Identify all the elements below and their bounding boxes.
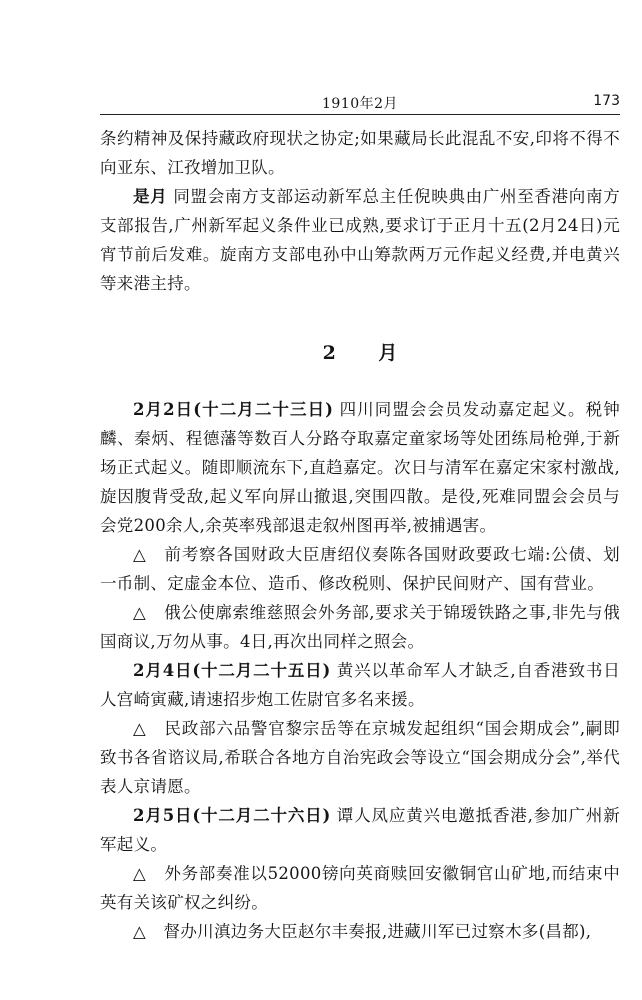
paragraph-text: 前考察各国财政大臣唐绍仪奏陈各国财政要政七端:公债、划一币制、定虚金本位、造币、修改税则、保护民间财产、国有营业。 (100, 545, 620, 593)
paragraph-text: 黄兴以革命军人才缺乏,自香港致书日人宫崎寅藏,请速招步炮工佐尉官多名来援。 (100, 661, 620, 709)
header-rule (100, 114, 620, 115)
body-text (100, 124, 620, 946)
paragraph (100, 859, 620, 917)
paragraph (100, 182, 620, 298)
paragraph-text: 外务部奏准以52000镑向英商赎回安徽铜官山矿地,而结束中英有关该矿权之纠纷。 (100, 864, 620, 912)
paragraph-text: 条约精神及保持藏政府现状之协定;如果藏局长此混乱不安,印将不得不向亚东、江孜增加卫队。 (100, 129, 620, 177)
paragraph (100, 124, 620, 182)
triangle-marker: △ (133, 922, 146, 941)
triangle-marker: △ (133, 864, 147, 883)
paragraph (100, 598, 620, 656)
paragraph-text: 俄公使廓索维慈照会外务部,要求关于锦瑷铁路之事,非先与俄国商议,万勿从事。4日,再次出同样之照会。 (100, 603, 621, 651)
running-head (100, 90, 620, 114)
paragraph (100, 714, 620, 801)
triangle-marker: △ (133, 603, 147, 622)
triangle-marker: △ (133, 545, 147, 564)
page-number: 173 (593, 93, 620, 109)
entry-date: 2月4日(十二月二十五日) (133, 661, 331, 680)
paragraph-text: 谭人凤应黄兴电邀抵香港,参加广州新军起义。 (100, 806, 620, 854)
paragraph (100, 540, 620, 598)
paragraph (100, 801, 620, 859)
entry-date: 2月2日(十二月二十三日) (133, 400, 334, 419)
entry-date: 是月 (133, 187, 168, 206)
paragraph (100, 395, 620, 540)
paragraph-text: 四川同盟会会员发动嘉定起义。税钟麟、秦炳、程德藩等数百人分路夺取嘉定童家场等处团练局枪弹,于新场正式起义。随即顺流东下,直趋嘉定。次日与清军在嘉定宋家村激战,旋因腹背受敌,起义军向屏山撤退,突围四散。是役,死难同盟会会员与会党200余人,余英率残部退走叙州图再举,被捕遇害。 (100, 400, 620, 535)
entry-date: 2月5日(十二月二十六日) (133, 806, 331, 825)
triangle-marker: △ (133, 719, 147, 738)
running-title: 1910年2月 (321, 96, 399, 112)
paragraph (100, 656, 620, 714)
paragraph (100, 917, 620, 946)
paragraph-text: 民政部六品警官黎宗岳等在京城发起组织“国会期成会”,嗣即致书各省谘议局,希联合各地方自治宪政会等设立“国会期成分会”,举代表人京请愿。 (100, 719, 621, 796)
section-heading: 2 月 (322, 342, 416, 364)
paragraph-text: 同盟会南方支部运动新军总主任倪映典由广州至香港向南方支部报告,广州新军起义条件业已成熟,要求订于正月十五(2月24日)元宵节前后发难。旋南方支部电孙中山筹款两万元作起义经费,并电黄兴等来港主持。 (100, 187, 620, 293)
paragraph-text: 督办川滇边务大臣赵尔丰奏报,进藏川军已过察木多(昌都), (163, 922, 592, 941)
